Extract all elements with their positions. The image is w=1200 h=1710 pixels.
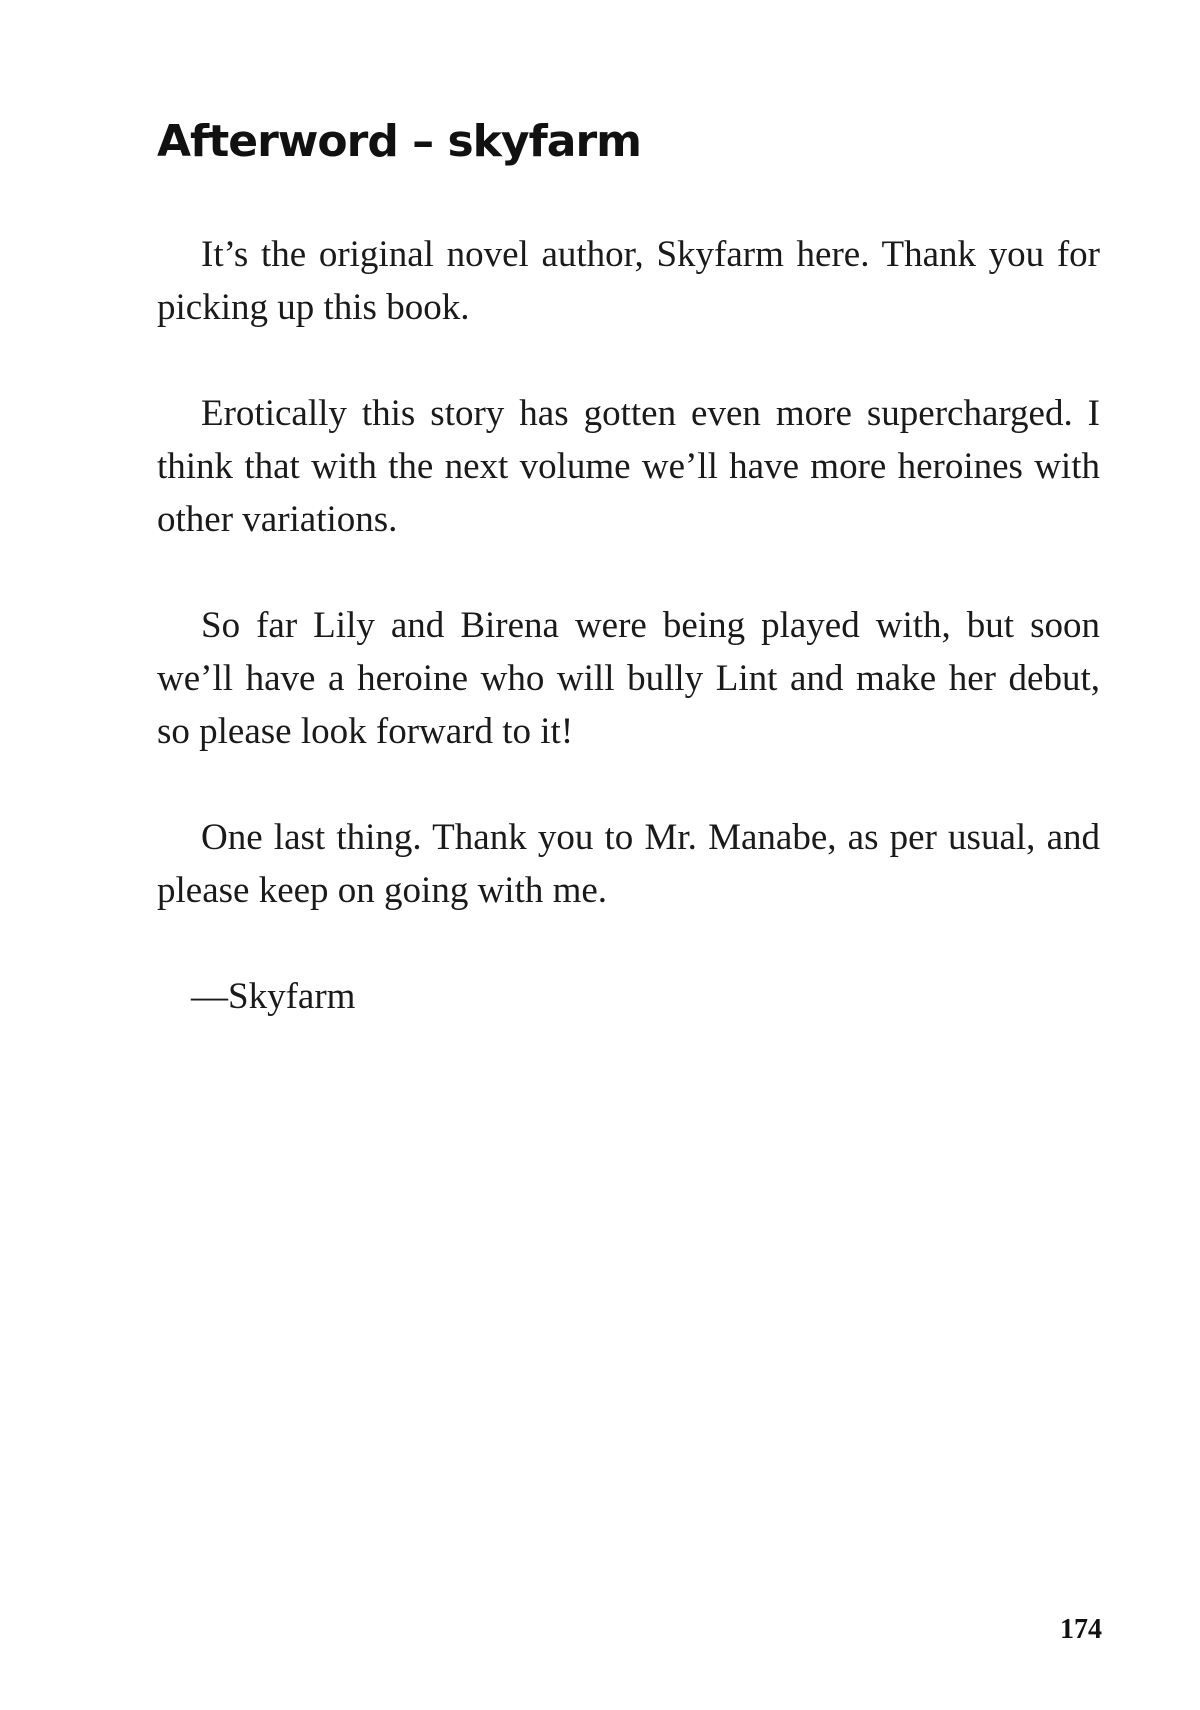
author-signature: —Skyfarm xyxy=(191,976,356,1017)
paragraph-2: Erotically this story has gotten even more supercharged. I think that with the next volume we’ll have more heroines with other variations. xyxy=(157,393,1100,540)
paragraph-4: One last thing. Thank you to Mr. Manabe, as per usual, and please keep on going with me. xyxy=(157,817,1100,911)
page-number: 174 xyxy=(1060,1614,1102,1645)
paragraph-1: It’s the original novel author, Skyfarm here. Thank you for picking up this book. xyxy=(157,234,1100,328)
paragraph-3: So far Lily and Birena were being played with, but soon we’ll have a heroine who will bully Lint and make her debut, so please look forward to it! xyxy=(157,605,1100,752)
chapter-title: Afterword – skyfarm xyxy=(157,116,641,167)
afterword-body xyxy=(157,228,1100,1023)
